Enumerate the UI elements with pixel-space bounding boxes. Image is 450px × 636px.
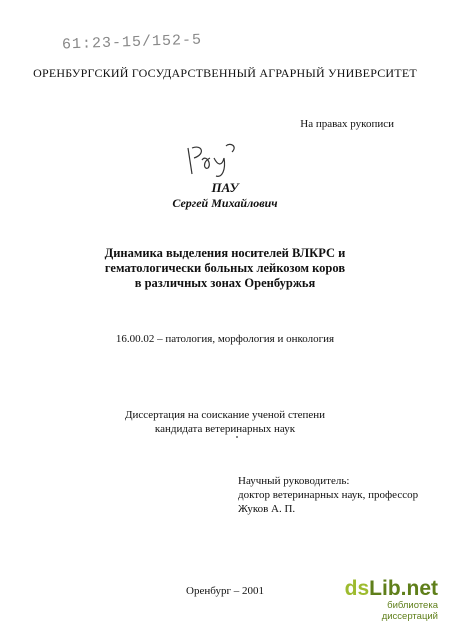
- dslib-logo: [338, 578, 438, 600]
- title-line: в различных зонах Оренбуржья: [134, 276, 316, 290]
- author-full-name: Сергей Михайлович: [172, 196, 278, 210]
- author-surname: ПАУ: [211, 180, 239, 195]
- degree-line: Диссертация на соискание ученой степени: [124, 409, 326, 421]
- handwritten-archive-number: 61:23-15/152-5: [61, 31, 203, 54]
- degree-statement: [0, 408, 450, 436]
- manuscript-rights-note: На правах рукописи: [300, 118, 394, 130]
- supervisor-name: Жуков А. П.: [238, 503, 296, 515]
- dslib-watermark[interactable]: [338, 578, 438, 622]
- dissertation-title: [0, 246, 450, 291]
- signature-icon: [182, 140, 242, 180]
- degree-line: кандидата ветеринарных наук: [154, 423, 296, 435]
- supervisor-title: доктор ветеринарных наук, профессор: [238, 489, 419, 501]
- logo-part-ds: ds: [344, 577, 370, 600]
- supervisor-block: [238, 474, 418, 516]
- speck: [236, 436, 238, 438]
- title-line: Динамика выделения носителей ВЛКРС и: [104, 246, 346, 260]
- watermark-subtitle: библиотека диссертаций: [381, 600, 438, 622]
- city-and-year: Оренбург – 2001: [186, 585, 264, 597]
- university-name: ОРЕНБУРГСКИЙ ГОСУДАРСТВЕННЫЙ АГРАРНЫЙ УНИВЕРСИТЕТ: [33, 66, 417, 80]
- title-line: гематологически больных лейкозом коров: [104, 261, 346, 275]
- supervisor-label: Научный руководитель:: [238, 475, 350, 487]
- specialty-code: 16.00.02 – патология, морфология и онкология: [115, 333, 335, 345]
- logo-part-lib: Lib.net: [369, 577, 438, 600]
